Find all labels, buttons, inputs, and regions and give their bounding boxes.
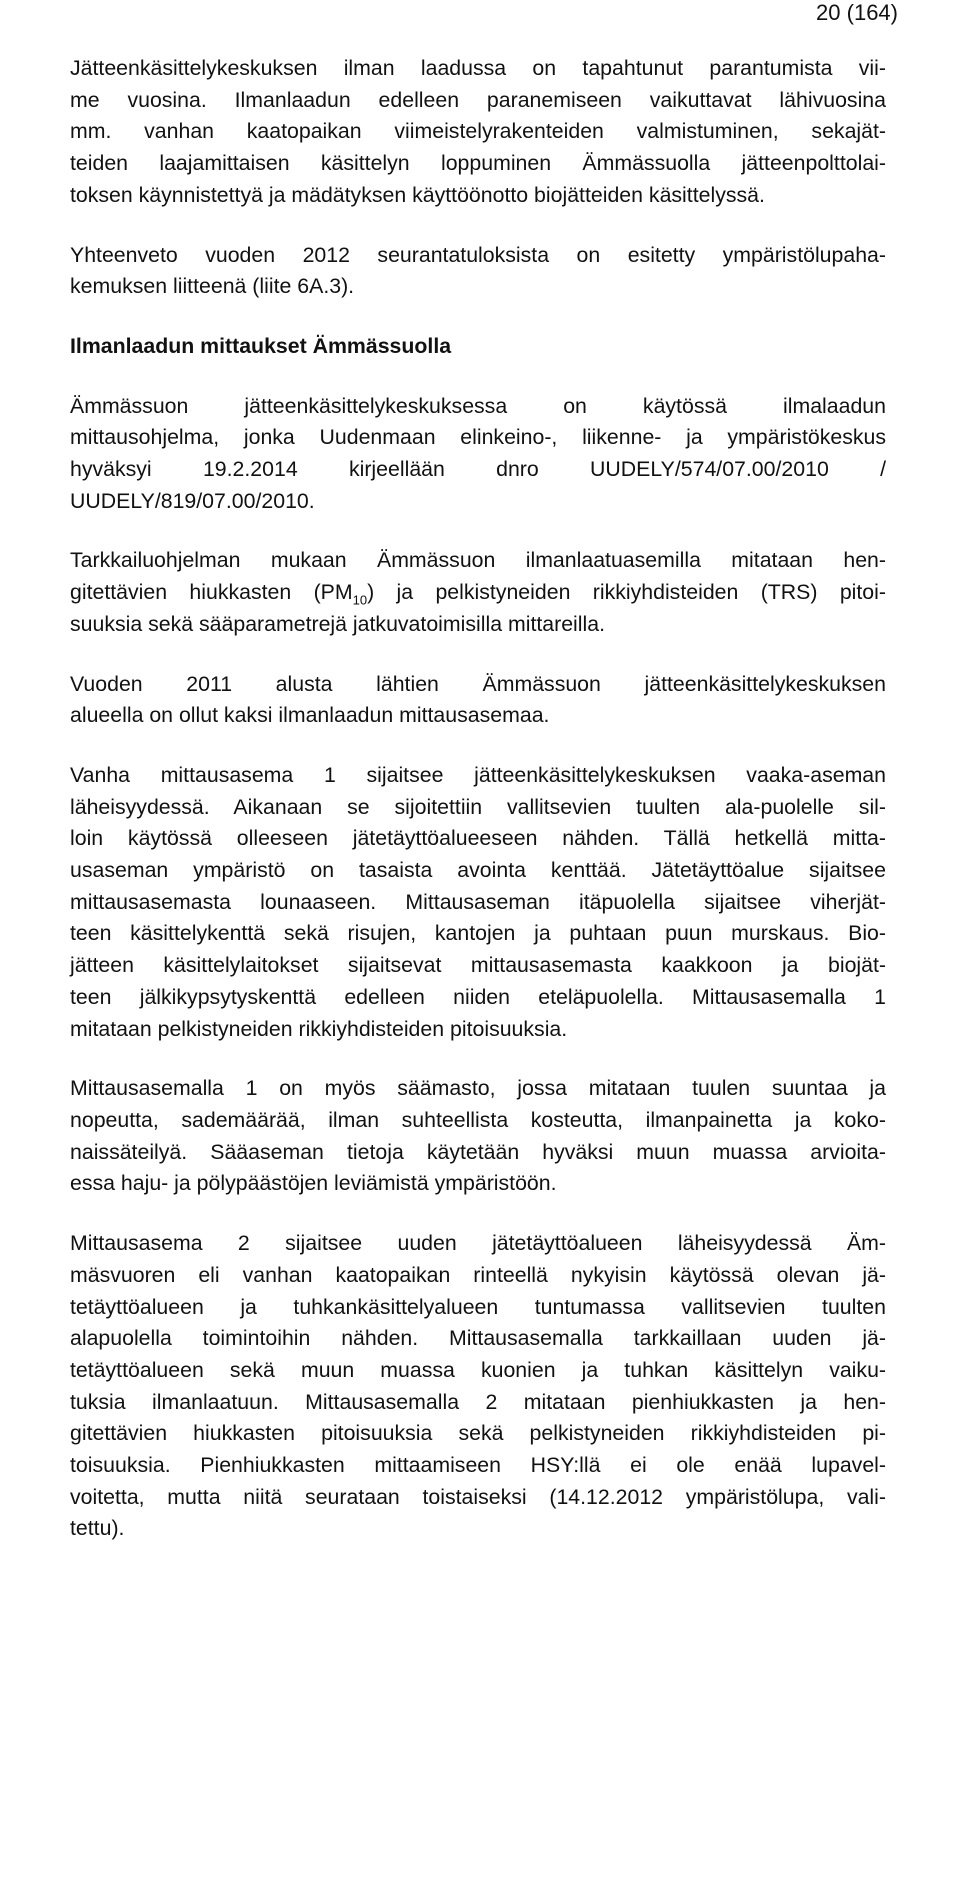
text-line: alapuolella toimintoihin nähden. Mittausasemalla tarkkaillaan uuden jä-: [70, 1326, 886, 1351]
text-line: teiden laajamittaisen käsittelyn loppuminen Ämmässuolla jätteenpolttolai-: [70, 151, 886, 176]
text-line: gitettävien hiukkasten pitoisuuksia sekä pelkistyneiden rikkiyhdisteiden pi-: [70, 1421, 886, 1446]
text-line: toksen käynnistettyä ja mädätyksen käyttöönotto biojätteiden käsittelyssä.: [70, 182, 765, 207]
text-line: loin käytössä olleeseen jätetäyttöalueeseen nähden. Tällä hetkellä mitta-: [70, 826, 886, 851]
text-line: voitetta, mutta niitä seurataan toistaiseksi (14.12.2012 ympäristölupa, vali-: [70, 1484, 886, 1509]
text-line: Vanha mittausasema 1 sijaitsee jätteenkäsittelykeskuksen vaaka-aseman: [70, 762, 886, 787]
text-line: Ilmanlaadun mittaukset Ämmässuolla: [70, 333, 452, 358]
paragraph: [70, 669, 886, 732]
page-number: 20 (164): [816, 0, 898, 25]
subscript: 10: [352, 592, 368, 608]
text-line: toisuuksia. Pienhiukkasten mittaamiseen HSY:llä ei ole enää lupavel-: [70, 1453, 886, 1478]
paragraph: [70, 760, 886, 1045]
text-line: usaseman ympäristö on tasaista avointa kenttää. Jätetäyttöalue sijaitsee: [70, 858, 886, 883]
text-line: gitettävien hiukkasten $(PM_{10})$ ja pelkistyneiden rikkiyhdisteiden (TRS) pitoi-: [70, 580, 886, 608]
text-line: teen käsittelykenttä sekä risujen, kantojen ja puhtaan puun murskaus. Bio-: [70, 921, 886, 946]
paragraph: [70, 1073, 886, 1200]
paragraph: [70, 240, 886, 303]
text-line: Jätteenkäsittelykeskuksen ilman laadussa on tapahtunut parantumista vii-: [70, 56, 886, 80]
text-line: hyväksyi 19.2.2014 kirjeellään dnro UUDELY/574/07.00/2010 /: [70, 457, 886, 482]
text-line: mitataan pelkistyneiden rikkiyhdisteiden pitoisuuksia.: [70, 1016, 568, 1041]
text-line: mittausasemasta lounaaseen. Mittausaseman itäpuolella sijaitsee viherjät-: [70, 889, 886, 914]
paragraph: [70, 1228, 886, 1545]
text-line: mm. vanhan kaatopaikan viimeistelyrakenteiden valmistuminen, sekajät-: [70, 119, 886, 144]
text-line: mittausohjelma, jonka Uudenmaan elinkeino-, liikenne- ja ympäristökeskus: [70, 425, 886, 450]
document-body: [70, 53, 886, 1573]
text-line: essa haju- ja pölypäästöjen leviämistä ympäristöön.: [70, 1171, 557, 1196]
text-line: UUDELY/819/07.00/2010.: [70, 488, 315, 513]
text-line: jätteen käsittelylaitokset sijaitsevat mittausasemasta kaakkoon ja biojät-: [70, 953, 886, 978]
text-line: tuksia ilmanlaatuun. Mittausasemalla 2 mitataan pienhiukkasten ja hen-: [70, 1389, 886, 1414]
text-line: me vuosina. Ilmanlaadun edelleen paranemiseen vaikuttavat lähivuosina: [70, 87, 886, 112]
paragraph: [70, 391, 886, 518]
text-line: kemuksen liitteenä (liite 6A.3).: [70, 274, 355, 299]
section-heading: [70, 331, 886, 363]
text-line: teen jälkikypsytyskenttä edelleen niiden eteläpuolella. Mittausasemalla 1: [70, 984, 886, 1009]
text-line: mäsvuoren eli vanhan kaatopaikan rinteellä nykyisin käytössä olevan jä-: [70, 1262, 886, 1287]
text-line: Mittausasema 2 sijaitsee uuden jätetäyttöalueen läheisyydessä Äm-: [70, 1231, 886, 1256]
text-line: tettu).: [70, 1516, 125, 1541]
text-line: nopeutta, sademäärää, ilman suhteellista kosteutta, ilmanpainetta ja koko-: [70, 1107, 886, 1132]
text-line: alueella on ollut kaksi ilmanlaadun mittausasemaa.: [70, 703, 550, 728]
text-line: tetäyttöalueen sekä muun muassa kuonien ja tuhkan käsittelyn vaiku-: [70, 1357, 886, 1382]
text-line: naissäteilyä. Sääaseman tietoja käytetään hyväksi muun muassa arvioita-: [70, 1139, 886, 1164]
text-line: suuksia sekä sääparametrejä jatkuvatoimisilla mittareilla.: [70, 611, 606, 636]
text-line: Vuoden 2011 alusta lähtien Ämmässuon jätteenkäsittelykeskuksen: [70, 671, 886, 696]
text-line: Ämmässuon jätteenkäsittelykeskuksessa on käytössä ilmalaadun: [70, 393, 886, 418]
text-line: tetäyttöalueen ja tuhkankäsittelyalueen tuntumassa vallitsevien tuulten: [70, 1294, 886, 1319]
text-line: Yhteenveto vuoden 2012 seurantatuloksista on esitetty ympäristölupaha-: [70, 242, 886, 267]
text-line: Tarkkailuohjelman mukaan Ämmässuon ilmanlaatuasemilla mitataan hen-: [70, 548, 886, 573]
text-line: Mittausasemalla 1 on myös säämasto, jossa mitataan tuulen suuntaa ja: [70, 1076, 886, 1101]
text-line: läheisyydessä. Aikanaan se sijoitettiin vallitsevien tuulten ala-puolelle sil-: [70, 794, 886, 819]
paragraph: [70, 53, 886, 212]
paragraph: [70, 545, 886, 640]
